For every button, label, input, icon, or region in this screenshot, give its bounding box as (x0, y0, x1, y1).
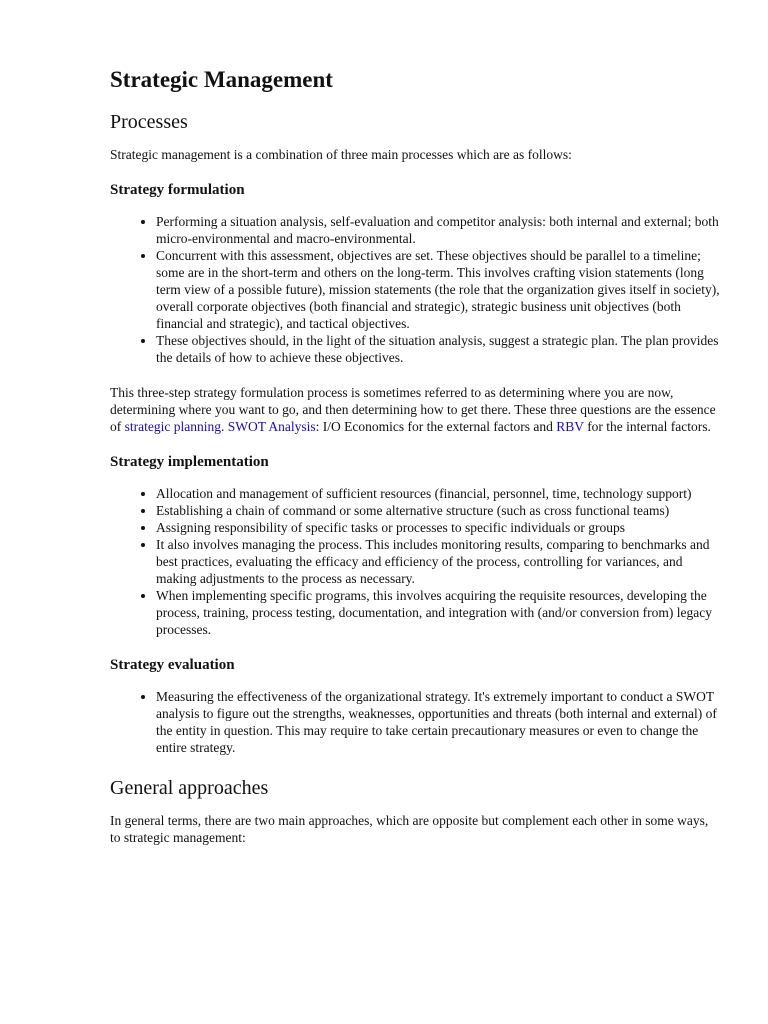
formulation-list (110, 213, 720, 366)
list-item: • When implementing specific programs, this involves acquiring the requisite resources, developing the process, training, process testing, documentation, and integration with (and/or conversion from) legacy processes. (156, 587, 720, 638)
list-item: • Measuring the effectiveness of the organizational strategy. It's extremely important to conduct a SWOT analysis to figure out the strengths, weaknesses, opportunities and threats (both internal and external) of the entity in question. This may require to take certain precautionary measures or even to change the entire strategy. (156, 688, 720, 756)
implementation-heading: Strategy implementation (110, 453, 269, 470)
rbv-link[interactable]: RBV (556, 418, 584, 434)
summary-text: : I/O Economics for the external factors and (315, 418, 557, 434)
list-item: • It also involves managing the process. This includes monitoring results, comparing to benchmarks and best practices, evaluating the efficacy and efficiency of the process, controlling for variances, and making adjustments to the process as necessary. (156, 536, 720, 587)
summary-text: This three-step strategy formulation process is sometimes referred to as determining where you are now, determining where you want to go, and then determining how to get there. These three questions are the essence of (110, 384, 716, 434)
processes-intro: Strategic management is a combination of three main processes which are as follows: (110, 146, 572, 162)
swot-analysis-link[interactable]: SWOT Analysis (227, 418, 316, 434)
list-item: • Concurrent with this assessment, objectives are set. These objectives should be parallel to a timeline; some are in the short-term and others on the long-term. This involves crafting vision statements (long term view of a possible future), mission statements (the role that the organization gives itself in society), overall corporate objectives (both financial and strategic), strategic business unit objectives (both financial and strategic), and tactical objectives. (156, 247, 720, 332)
list-item: • Performing a situation analysis, self-evaluation and competitor analysis: both internal and external; both micro-environmental and macro-environmental. (156, 213, 720, 247)
general-approaches-heading: General approaches (110, 776, 269, 799)
document-content (110, 66, 720, 862)
processes-heading: Processes (110, 110, 188, 133)
summary-separator: . (220, 418, 228, 434)
list-item: • These objectives should, in the light of the situation analysis, suggest a strategic plan. The plan provides the details of how to achieve these objectives. (156, 332, 720, 366)
list-item: • Establishing a chain of command or some alternative structure (such as cross functional teams) (156, 502, 720, 519)
implementation-list (110, 485, 720, 638)
formulation-heading: Strategy formulation (110, 181, 245, 198)
formulation-summary (110, 384, 720, 435)
strategic-planning-link[interactable]: strategic planning (124, 418, 221, 434)
list-item: • Assigning responsibility of specific tasks or processes to specific individuals or groups (156, 519, 720, 536)
evaluation-list (110, 688, 720, 756)
general-approaches-intro: In general terms, there are two main approaches, which are opposite but complement each other in some ways, to strategic management: (110, 812, 709, 845)
list-item: • Allocation and management of sufficient resources (financial, personnel, time, technology support) (156, 485, 720, 502)
summary-text: for the internal factors. (583, 418, 711, 434)
evaluation-heading: Strategy evaluation (110, 656, 235, 673)
page-title: Strategic Management (110, 67, 333, 92)
